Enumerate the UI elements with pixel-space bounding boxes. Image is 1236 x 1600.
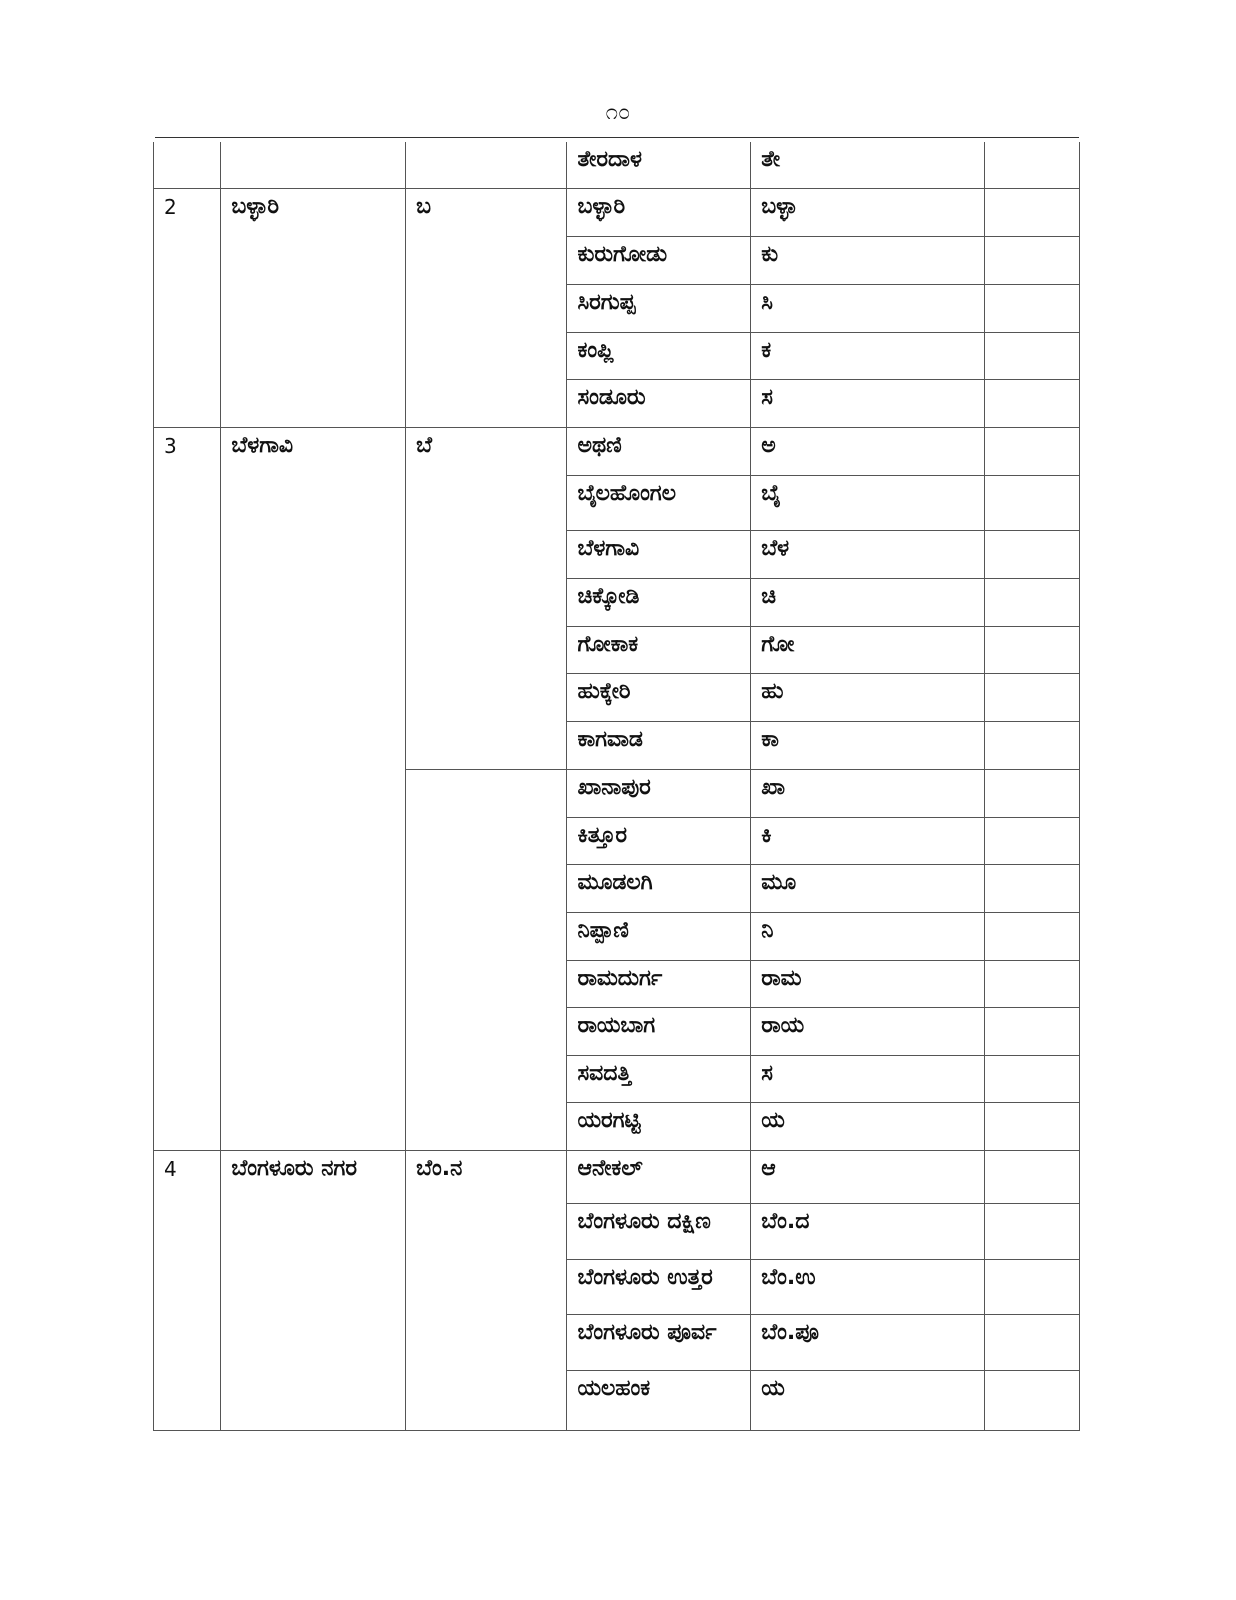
taluk-code-cell: ಕಾ: [751, 721, 985, 769]
remarks-cell: [985, 817, 1080, 864]
remarks-cell: [985, 1314, 1080, 1370]
taluk-cell: ಬಳ್ಳಾರಿ: [567, 188, 751, 236]
taluk-code-cell: ನಿ: [751, 912, 985, 960]
taluk-cell: ಯಲಹಂಕ: [567, 1370, 751, 1430]
remarks-cell: [985, 1055, 1080, 1102]
taluk-code-cell: ಬೆಳ: [751, 530, 985, 578]
taluk-cell: ಬೆಂಗಳೂರು ಪೂರ್ವ: [567, 1314, 751, 1370]
taluk-code-cell: ಬಳ್ಳಾ: [751, 188, 985, 236]
taluk-cell: ರಾಮದುರ್ಗ: [567, 960, 751, 1007]
district-taluk-table: [153, 142, 1080, 1431]
taluk-cell: ಸಂಡೂರು: [567, 379, 751, 427]
district-code-cell: ಬೆ: [406, 427, 567, 769]
taluk-code-cell: ಕು: [751, 236, 985, 284]
district-cell: ಬಳ್ಳಾರಿ: [221, 188, 406, 427]
taluk-cell: ಖಾನಾಪುರ: [567, 769, 751, 817]
taluk-code-cell: ಹು: [751, 673, 985, 721]
serial-cell: 4: [154, 1150, 221, 1430]
taluk-cell: ಬೆಂಗಳೂರು ದಕ್ಷಿಣ: [567, 1203, 751, 1259]
taluk-code-cell: ಕ: [751, 332, 985, 379]
taluk-cell: ಮೂಡಲಗಿ: [567, 864, 751, 912]
taluk-cell: ಚಿಕ್ಕೋಡಿ: [567, 578, 751, 626]
district-code-cell: ಬೆಂ.ನ: [406, 1150, 567, 1430]
taluk-cell: ನಿಪ್ಪಾಣಿ: [567, 912, 751, 960]
serial-cell: 2: [154, 188, 221, 427]
taluk-code-cell: ಖಾ: [751, 769, 985, 817]
taluk-cell: ಆನೇಕಲ್: [567, 1150, 751, 1203]
remarks-cell: [985, 769, 1080, 817]
taluk-cell: ತೇರದಾಳ: [567, 142, 751, 188]
district-cell: ಬೆಳಗಾವಿ: [221, 427, 406, 1150]
taluk-code-cell: ಬೆಂ.ಪೂ: [751, 1314, 985, 1370]
taluk-cell: ಬೆಳಗಾವಿ: [567, 530, 751, 578]
district-code-cell: ಬ: [406, 188, 567, 427]
taluk-cell: ಅಥಣಿ: [567, 427, 751, 475]
page-number: ೧೦: [605, 100, 631, 125]
remarks-cell: [985, 721, 1080, 769]
district-cell: [221, 142, 406, 188]
serial-cell: 3: [154, 427, 221, 1150]
taluk-code-cell: ಯ: [751, 1102, 985, 1150]
taluk-code-cell: ಸಿ: [751, 284, 985, 332]
remarks-cell: [985, 912, 1080, 960]
remarks-cell: [985, 236, 1080, 284]
taluk-cell: ಕಾಗವಾಡ: [567, 721, 751, 769]
table-row: [154, 188, 1080, 236]
district-code-cell: [406, 142, 567, 188]
remarks-cell: [985, 673, 1080, 721]
taluk-cell: ಸಿರಗುಪ್ಪ: [567, 284, 751, 332]
remarks-cell: [985, 1102, 1080, 1150]
remarks-cell: [985, 284, 1080, 332]
taluk-code-cell: ತೇ: [751, 142, 985, 188]
taluk-code-cell: ಕಿ: [751, 817, 985, 864]
remarks-cell: [985, 1203, 1080, 1259]
taluk-cell: ಕಿತ್ತೂರ: [567, 817, 751, 864]
remarks-cell: [985, 1370, 1080, 1430]
taluk-code-cell: ಬೆಂ.ಉ: [751, 1259, 985, 1314]
taluk-cell: ಹುಕ್ಕೇರಿ: [567, 673, 751, 721]
taluk-code-cell: ರಾಮ: [751, 960, 985, 1007]
taluk-cell: ಕಂಪ್ಲಿ: [567, 332, 751, 379]
taluk-code-cell: ಬೈ: [751, 475, 985, 530]
taluk-cell: ಸವದತ್ತಿ: [567, 1055, 751, 1102]
taluk-code-cell: ಆ: [751, 1150, 985, 1203]
remarks-cell: [985, 332, 1080, 379]
remarks-cell: [985, 379, 1080, 427]
remarks-cell: [985, 1007, 1080, 1055]
remarks-cell: [985, 960, 1080, 1007]
remarks-cell: [985, 1259, 1080, 1314]
header-rule: [155, 137, 1079, 138]
remarks-cell: [985, 1150, 1080, 1203]
remarks-cell: [985, 475, 1080, 530]
remarks-cell: [985, 530, 1080, 578]
taluk-code-cell: ಮೂ: [751, 864, 985, 912]
table-row: [154, 1150, 1080, 1203]
taluk-cell: ಬೆಂಗಳೂರು ಉತ್ತರ: [567, 1259, 751, 1314]
taluk-code-cell: ಸ: [751, 1055, 985, 1102]
district-cell: ಬೆಂಗಳೂರು ನಗರ: [221, 1150, 406, 1430]
taluk-cell: ಕುರುಗೋಡು: [567, 236, 751, 284]
table-row: [154, 142, 1080, 188]
taluk-cell: ಯರಗಟ್ಟಿ: [567, 1102, 751, 1150]
district-code-cell: [406, 769, 567, 1150]
remarks-cell: [985, 188, 1080, 236]
taluk-code-cell: ಯ: [751, 1370, 985, 1430]
remarks-cell: [985, 578, 1080, 626]
taluk-cell: ಬೈಲಹೊಂಗಲ: [567, 475, 751, 530]
table-row: [154, 427, 1080, 475]
taluk-code-cell: ಸ: [751, 379, 985, 427]
taluk-cell: ಗೋಕಾಕ: [567, 626, 751, 673]
taluk-code-cell: ಗೋ: [751, 626, 985, 673]
serial-cell: [154, 142, 221, 188]
taluk-code-cell: ಬೆಂ.ದ: [751, 1203, 985, 1259]
remarks-cell: [985, 142, 1080, 188]
remarks-cell: [985, 626, 1080, 673]
taluk-code-cell: ಚಿ: [751, 578, 985, 626]
remarks-cell: [985, 864, 1080, 912]
taluk-code-cell: ರಾಯ: [751, 1007, 985, 1055]
remarks-cell: [985, 427, 1080, 475]
taluk-cell: ರಾಯಬಾಗ: [567, 1007, 751, 1055]
taluk-code-cell: ಅ: [751, 427, 985, 475]
